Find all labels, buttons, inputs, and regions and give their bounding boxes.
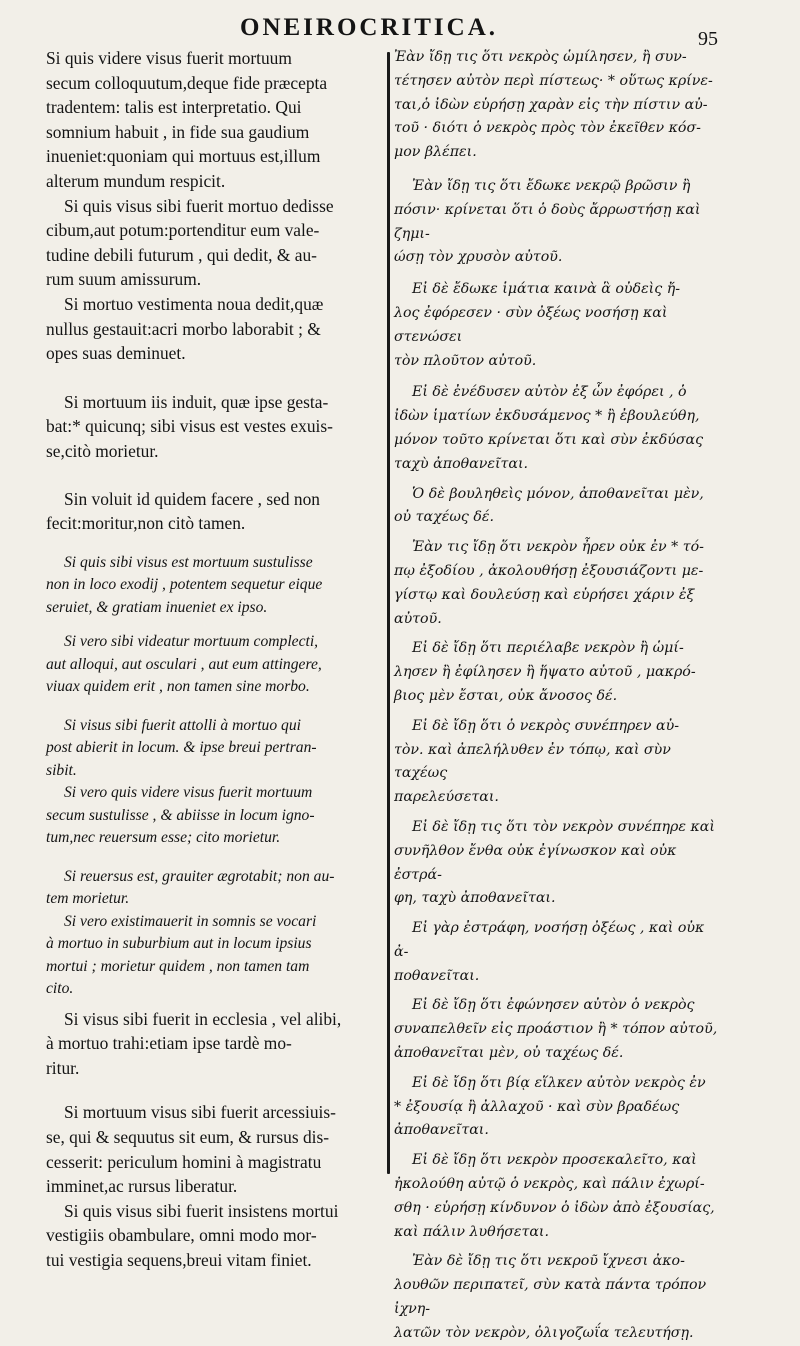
latin-column	[46, 46, 380, 1273]
greek-paragraph: Εἰ δὲ ἴδῃ ὅτι ὁ νεκρὸς συνέπηρεν αὐ- τὸν. καὶ ἀπελήλυθεν ἐν τόπῳ, καὶ σὺν ταχέως παρελεύσεται.	[394, 717, 680, 806]
latin-paragraph: Si quis videre visus fuerit mortuum secum colloquutum,deque fide præcepta tradentem: talis est interpretatio. Qui somnium habuit , in fide sua gaudium inueniet:quoniam qui mortuus est,illum alterum mundum respicit.	[46, 48, 328, 191]
page-number: 95	[698, 28, 718, 50]
latin-paragraph: Si quis sibi visus est mortuum sustulisse non in loco exodij , potentem sequetur eique seruiet, & gratiam inueniet ex ipso.	[46, 553, 323, 616]
greek-paragraph: Ἐὰν ἴδῃ τις ὅτι νεκρὸς ὡμίλησεν, ἢ συν- τέτησεν αὐτὸν περὶ πίστεως· * οὕτως κρίνε- ται,ὁ ἰδὼν εὑρήσῃ χαρὰν εἰς τὴν πίστιν αὐ- τοῦ · διότι ὁ νεκρὸς πρὸς τὸν ἐκεῖθεν κόσ- μον βλέπει.	[394, 49, 713, 161]
greek-paragraph: Εἰ δὲ ἐνέδυσεν αὐτὸν ἐξ ὧν ἐφόρει , ὁ ἰδὼν ἱματίων ἐκδυσάμενος * ἢ ἐβουλεύθη, μόνον τοῦτο κρίνεται ὅτι καὶ σὺν ἐκδύσας ταχὺ ἀποθανεῖται.	[394, 384, 704, 472]
latin-paragraph: Si mortuum visus sibi fuerit arcessiuis- se, qui & sequutus sit eum, & rursus dis- cesserit: periculum homini à magistratu imminet,ac rursus liberatur.	[46, 1102, 336, 1197]
greek-paragraph: Εἰ γὰρ ἐστράφη, νοσήσῃ ὀξέως , καὶ οὐκ ἀ- ποθανεῖται.	[394, 920, 705, 984]
greek-paragraph: Εἰ δὲ ἴδῃ τις ὅτι τὸν νεκρὸν συνέπηρε καὶ συνῆλθον ἔνθα οὐκ ἐγίνωσκον καὶ οὐκ ἐστρά- φη, ταχὺ ἀποθανεῖται.	[394, 818, 715, 907]
latin-paragraph: Si vero quis videre visus fuerit mortuum secum sustulisse , & abiisse in locum igno- tum,nec reuersum esse; cito morietur.	[46, 784, 315, 847]
greek-paragraph: Ἐὰν τις ἴδῃ ὅτι νεκρὸν ἦρεν οὐκ ἐν * τό- πῳ ἐξοδίου , ἀκολουθήσῃ ἐξουσιάζοντι με- γίστῳ καὶ δουλεύσῃ καὶ εὑρήσει χάριν ἐξ αὐτοῦ.	[394, 539, 704, 627]
latin-paragraph: Sin voluit id quidem facere , sed non fecit:moritur,non citò tamen.	[46, 488, 320, 534]
greek-paragraph: Εἰ δὲ ἴδῃ ὅτι περιέλαβε νεκρὸν ἢ ὡμί- λησεν ἢ ἐφίλησεν ἢ ἥψατο αὐτοῦ , μακρό- βιος μὲν ἔσται, οὐκ ἄνοσος δέ.	[394, 640, 696, 704]
latin-paragraph: Si vero sibi videatur mortuum complecti, aut alloqui, aut osculari , aut eum attingere, viuax quidem erit , non tamen sine morbo.	[46, 633, 322, 696]
greek-paragraph: Εἰ δὲ ἴδῃ ὅτι ἐφώνησεν αὐτὸν ὁ νεκρὸς συναπελθεῖν εἰς προάστιον ἢ * τόπον αὐτοῦ, ἀποθανεῖται μὲν, οὐ ταχέως δέ.	[394, 997, 718, 1062]
greek-paragraph: Εἰ δὲ ἔδωκε ἱμάτια καινὰ ἃ οὐδεὶς ἤ- λος ἐφόρεσεν · σὺν ὀξέως νοσήσῃ καὶ στενώσει τὸν πλοῦτον αὐτοῦ.	[394, 281, 680, 369]
latin-paragraph: Si quis visus sibi fuerit insistens mortui vestigiis obambulare, omni modo mor- tui vestigia sequens,breui vitam finiet.	[46, 1200, 339, 1271]
latin-paragraph: Si mortuo vestimenta noua dedit,quæ nullus gestauit:acri morbo laborabit ; & opes suas deminuet.	[46, 293, 324, 364]
latin-paragraph: Si visus sibi fuerit in ecclesia , vel alibi, à mortuo trahi:etiam ipse tardè mo- ritur.	[46, 1008, 342, 1078]
latin-paragraph: Si reuersus est, grauiter ægrotabit; non au- tem morietur.	[46, 867, 335, 908]
greek-paragraph: Ἐὰν δὲ ἴδῃ τις ὅτι νεκροῦ ἴχνεσι ἀκο- λουθῶν περιπατεῖ, σὺν κατὰ πάντα τρόπον ἰχνη- λατῶν τὸν νεκρὸν, ὀλιγοζωΐα τελευτήσῃ.	[394, 1253, 707, 1341]
greek-column	[394, 46, 722, 1346]
greek-paragraph: Εἰ δὲ ἴδῃ ὅτι βίᾳ εἵλκεν αὐτὸν νεκρὸς ἐν * ἐξουσίᾳ ἢ ἀλλαχοῦ · καὶ σὺν βραδέως ἀποθανεῖται.	[394, 1074, 706, 1139]
column-divider	[387, 52, 390, 1174]
running-head: ONEIROCRITICA.	[240, 14, 499, 41]
latin-paragraph: Si visus sibi fuerit attolli à mortuo qui post abierit in locum. & ipse breui pertran- sibit.	[46, 716, 317, 779]
latin-paragraph: Si mortuum iis induit, quæ ipse gesta- bat:* quicunq; sibi visus est vestes exuis- se,citò morietur.	[46, 391, 333, 461]
greek-paragraph: Εἰ δὲ ἴδῃ ὅτι νεκρὸν προσεκαλεῖτο, καὶ ἠκολούθη αὐτῷ ὁ νεκρὸς, καὶ πάλιν ἐχωρί- σθη · εὑρήσῃ κίνδυνον ὁ ἰδὼν ἀπὸ ἐξουσίας, καὶ πάλιν λυθήσεται.	[394, 1152, 715, 1240]
greek-paragraph: Ὁ δὲ βουληθεὶς μόνον, ἀποθανεῖται μὲν, οὐ ταχέως δέ.	[394, 485, 704, 526]
latin-paragraph: Si vero existimauerit in somnis se vocari à mortuo in suburbium aut in locum ipsius mortui ; morietur quidem , non tamen tam cito.	[46, 912, 317, 998]
greek-paragraph: Ἐὰν ἴδῃ τις ὅτι ἔδωκε νεκρῷ βρῶσιν ἢ πόσιν· κρίνεται ὅτι ὁ δοὺς ἄρρωστήσῃ καὶ ζημι- ώσῃ τὸν χρυσὸν αὐτοῦ.	[394, 177, 701, 266]
latin-paragraph: Si quis visus sibi fuerit mortuo dedisse cibum,aut potum:portenditur eum vale- tudine debili futurum , qui dedit, & au- rum suum amissurum.	[46, 195, 334, 290]
